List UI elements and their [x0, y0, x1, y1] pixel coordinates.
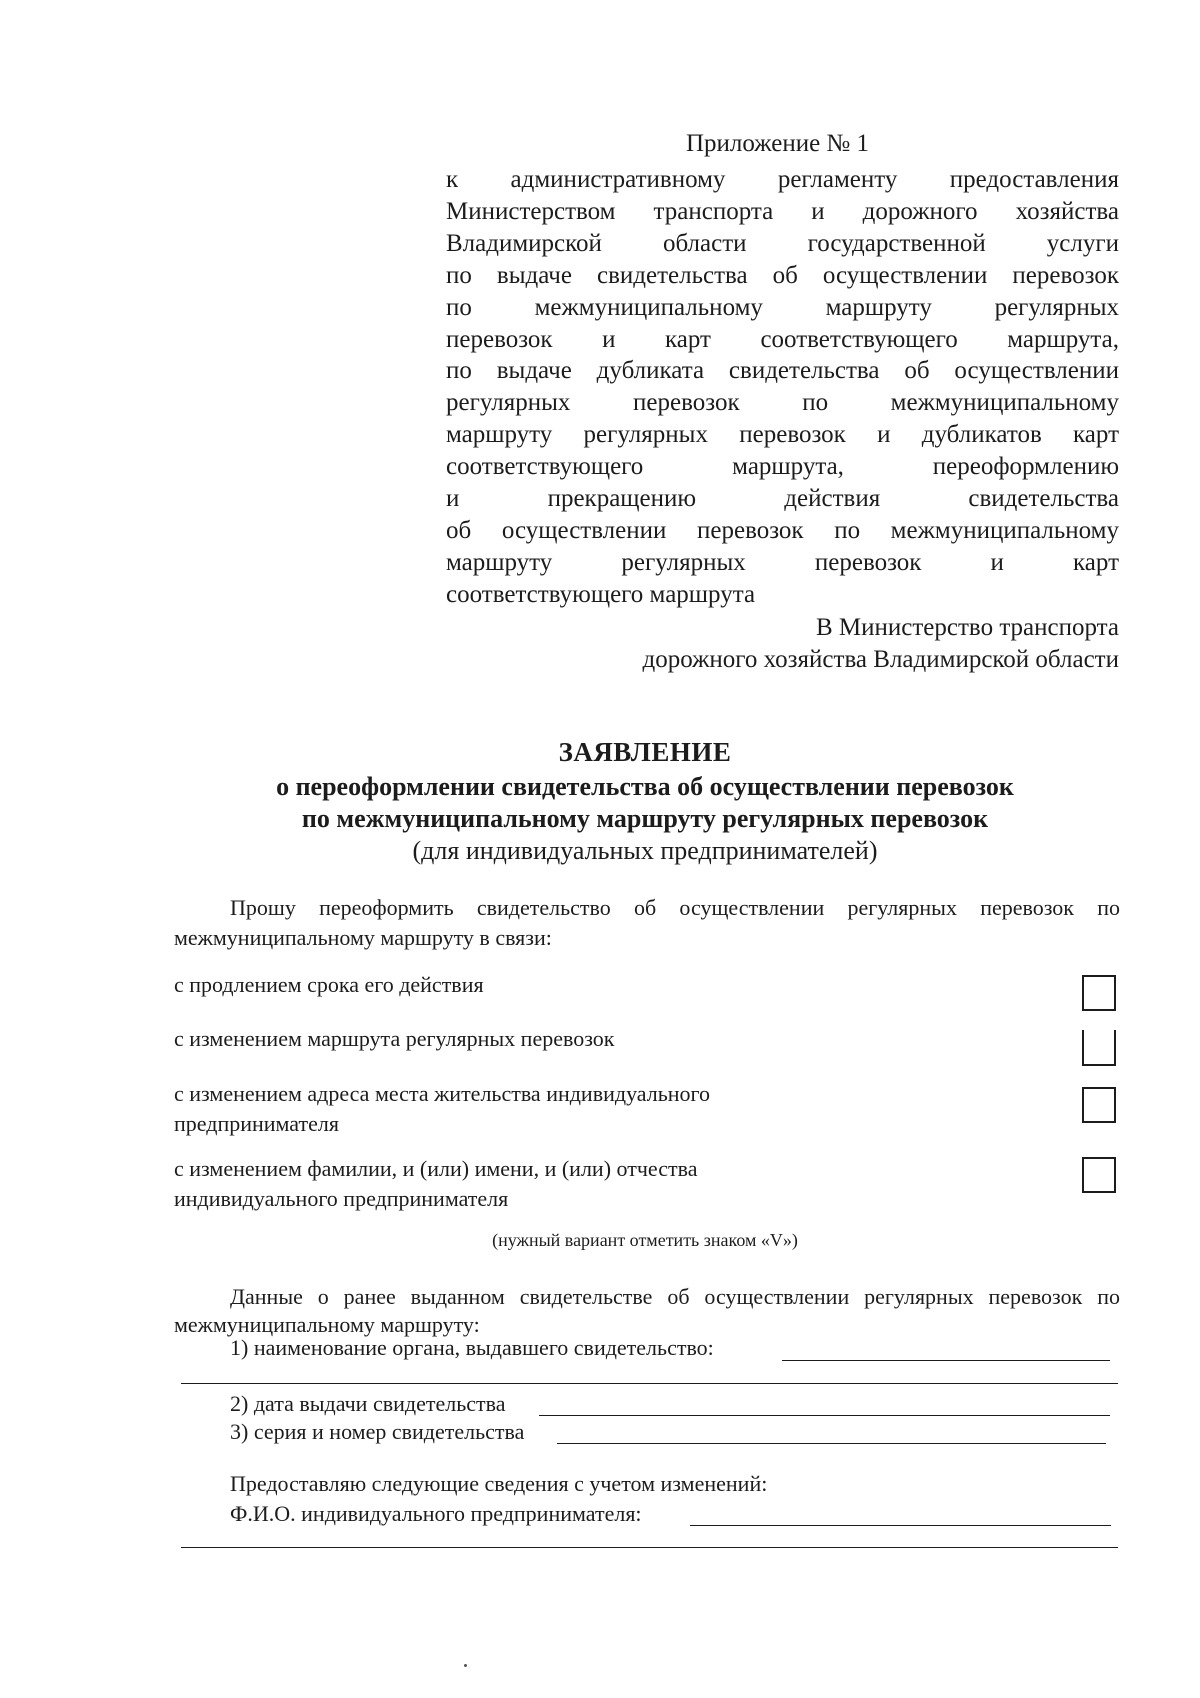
appendix-line: маршруту регулярных перевозок и дубликатов карт — [446, 421, 1119, 449]
appendix-line: об осуществлении перевозок по межмуниципальному — [446, 516, 1119, 544]
option-label-extension: с продлением срока его действия — [174, 972, 484, 997]
appendix-line: соответствующего маршрута, переоформлению — [446, 453, 1119, 481]
addressee-line: В Министерство транспорта — [816, 614, 1119, 641]
issuing-authority-field[interactable] — [782, 1360, 1110, 1361]
appendix-reference — [446, 164, 1119, 611]
series-number-label: 3) серия и номер свидетельства — [230, 1419, 525, 1444]
appendix-line: по выдаче дубликата свидетельства об осуществлении — [446, 357, 1119, 385]
document-title — [150, 736, 1140, 867]
option-label-name-change: с изменением фамилии, и (или) имени, и (или) отчества индивидуального предпринимателя — [174, 1156, 698, 1211]
checkbox-name-change[interactable] — [1082, 1157, 1116, 1193]
issue-date-label: 2) дата выдачи свидетельства — [230, 1391, 506, 1416]
appendix-line: по межмуниципальному маршруту регулярных — [446, 293, 1119, 321]
appendix-title: Приложение № 1 — [686, 130, 870, 157]
issue-date-field[interactable] — [539, 1415, 1110, 1416]
option-label-address-change: с изменением адреса места жительства индивидуального предпринимателя — [174, 1081, 710, 1136]
updated-info-intro: Предоставляю следующие сведения с учетом изменений: — [230, 1471, 768, 1496]
request-intro: Прошу переоформить свидетельство об осуществлении регулярных перевозок по межмуниципальному маршруту в связи: — [174, 895, 1120, 950]
checkbox-route-change[interactable] — [1082, 1030, 1116, 1066]
checkbox-address-change[interactable] — [1082, 1087, 1116, 1123]
issuing-authority-field-cont[interactable] — [181, 1383, 1118, 1384]
series-number-field[interactable] — [557, 1443, 1106, 1444]
scan-speck — [464, 1664, 467, 1667]
appendix-line: Владимирской области государственной услуги — [446, 229, 1119, 257]
appendix-line: маршруту регулярных перевозок и карт — [446, 548, 1119, 576]
appendix-line: и прекращению действия свидетельства — [446, 485, 1119, 513]
appendix-line: по выдаче свидетельства об осуществлении перевозок — [446, 261, 1119, 289]
title-heading: ЗАЯВЛЕНИЕ — [558, 737, 732, 767]
issuing-authority-label: 1) наименование органа, выдавшего свидетельство: — [230, 1335, 714, 1360]
appendix-line: регулярных перевозок по межмуниципальному — [446, 389, 1119, 417]
previous-certificate-intro: Данные о ранее выданном свидетельстве об осуществлении регулярных перевозок по межмуниципальному маршруту: — [174, 1284, 1120, 1337]
appendix-line: Министерством транспорта и дорожного хозяйства — [446, 197, 1119, 225]
option-label-route-change: с изменением маршрута регулярных перевозок — [174, 1026, 615, 1051]
fio-field[interactable] — [690, 1525, 1111, 1526]
checkbox-hint: (нужный вариант отметить знаком «V») — [492, 1230, 798, 1250]
fio-label: Ф.И.О. индивидуального предпринимателя: — [230, 1501, 642, 1526]
addressee — [643, 612, 1120, 676]
appendix-line: соответствующего маршрута — [446, 580, 756, 608]
fio-field-cont[interactable] — [181, 1547, 1118, 1548]
appendix-line: к административному регламенту предоставления — [446, 166, 1119, 193]
checkbox-extension[interactable] — [1082, 975, 1116, 1011]
title-subject-cont: по межмуниципальному маршруту регулярных перевозок — [301, 804, 989, 833]
appendix-line: перевозок и карт соответствующего маршрута, — [446, 325, 1119, 353]
addressee-line: дорожного хозяйства Владимирской области — [642, 646, 1119, 673]
title-audience: (для индивидуальных предпринимателей) — [412, 836, 878, 865]
title-subject: о переоформлении свидетельства об осуществлении перевозок — [276, 772, 1014, 801]
